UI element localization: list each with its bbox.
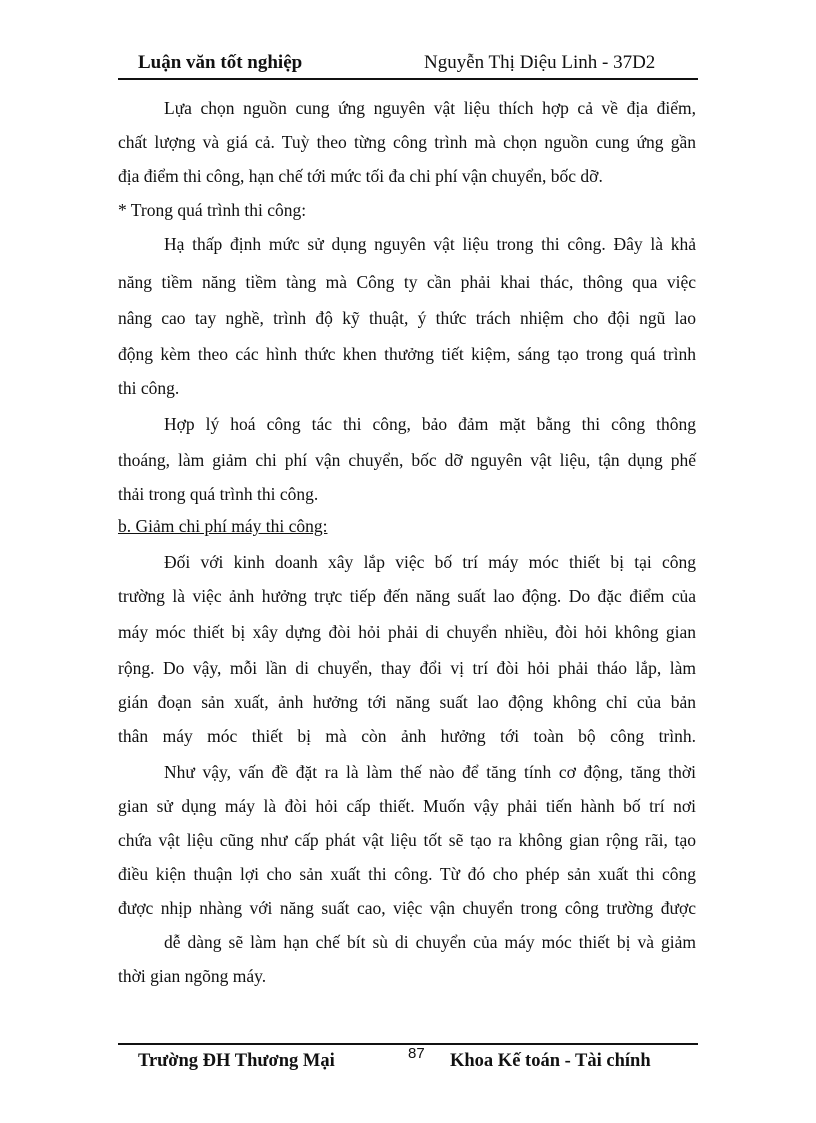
text-line: thải trong quá trình thi công. [118,484,319,504]
text-line: chứa vật liệu cũng như cấp phát vật liệu tốt sẽ tạo ra không gian rộng rãi, tạo [118,830,696,850]
text-line: động kèm theo các hình thức khen thưởng tiết kiệm, sáng tạo trong quá trình [118,344,696,364]
header-thesis-title: Luận văn tốt nghiệp [138,52,303,73]
text-line: Hợp lý hoá công tác thi công, bảo đảm mặt bằng thi công thông [164,414,696,434]
text-line: trường là việc ảnh hưởng trực tiếp đến năng suất lao động. Do đặc điểm của [118,586,696,606]
text-line: nâng cao tay nghề, trình độ kỹ thuật, ý thức trách nhiệm cho đội ngũ lao [118,308,696,328]
footer-faculty: Khoa Kế toán - Tài chính [450,1051,651,1071]
page-header [118,52,698,78]
text-line: thoáng, làm giảm chi phí vận chuyển, bốc dỡ nguyên vật liệu, tận dụng phế [118,450,696,470]
text-line: điều kiện thuận lợi cho sản xuất thi công. Từ đó cho phép sản xuất thi công [118,864,696,884]
text-line: Đối với kinh doanh xây lắp việc bố trí máy móc thiết bị tại công [164,552,696,572]
text-line: gián đoạn sản xuất, ảnh hưởng tới năng suất lao động không chỉ của bản [118,692,696,712]
text-line: gian sử dụng máy là đòi hỏi cấp thiết. Muốn vậy phải tiến hành bố trí nơi [118,796,696,816]
header-author: Nguyễn Thị Diệu Linh - 37D2 [424,52,656,73]
text-line: năng tiềm năng tiềm tàng mà Công ty cần phải khai thác, thông qua việc [118,272,696,292]
header-divider [118,78,698,80]
footer-school: Trường ĐH Thương Mại [138,1051,335,1071]
subsection-heading: b. Giảm chi phí máy thi công: [118,516,328,536]
text-line: thân máy móc thiết bị mà còn ảnh hưởng tới toàn bộ công trình. [118,726,696,746]
text-line: địa điểm thi công, hạn chế tới mức tối đa chi phí vận chuyển, bốc dỡ. [118,166,603,186]
text-line: Như vậy, vấn đề đặt ra là làm thế nào để tăng tính cơ động, tăng thời [164,762,696,782]
section-heading: * Trong quá trình thi công: [118,200,307,220]
text-line: Hạ thấp định mức sử dụng nguyên vật liệu trong thi công. Đây là khả [164,234,696,254]
text-line: rộng. Do vậy, mỗi lần di chuyển, thay đổi vị trí đòi hỏi phải tháo lắp, làm [118,658,696,678]
text-line: máy móc thiết bị xây dựng đòi hỏi phải di chuyển nhiều, đòi hỏi không gian [118,622,696,642]
text-line: được nhịp nhàng với năng suất cao, việc vận chuyển trong công trường được [118,898,696,918]
text-line: thời gian ngõng máy. [118,966,267,986]
text-line: Lựa chọn nguồn cung ứng nguyên vật liệu thích hợp cả về địa điểm, [164,98,696,118]
text-line: chất lượng và giá cả. Tuỳ theo từng công trình mà chọn nguồn cung ứng gần [118,132,696,152]
page-number: 87 [408,1045,425,1062]
text-line: dễ dàng sẽ làm hạn chế bít sù di chuyển của máy móc thiết bị và giảm [164,932,696,952]
page-footer [118,1045,698,1075]
text-line: thi công. [118,378,180,398]
